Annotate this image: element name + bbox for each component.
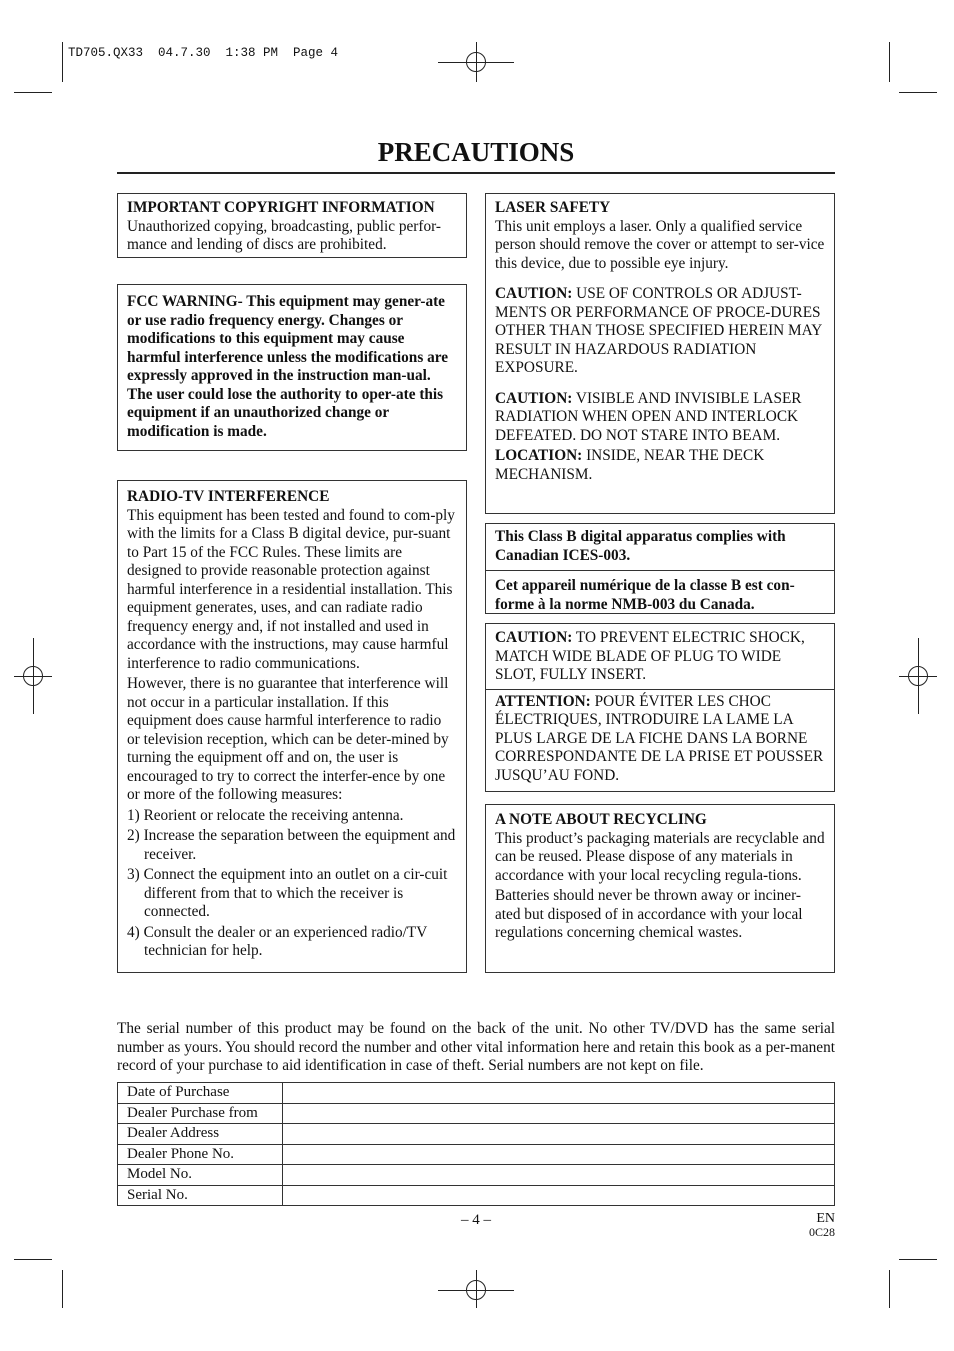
crop-mark — [899, 1259, 937, 1260]
shock-attention: ATTENTION: POUR ÉVITER LES CHOC ÉLECTRIQUES, INTRODUIRE LA LAME LA PLUS LARGE DE LA FICHE DANS LA BORNE CORRESPONDANTE DE LA PRISE ET POUSSER JUSQU’AU FOND. — [495, 692, 824, 784]
radio-tv-interference-box — [117, 480, 467, 973]
registration-circle — [23, 666, 43, 686]
radio-tv-para2: However, there is no guarantee that interference will not occur in a particular installation. If this equipment does cause harmful interference to radio or television reception, which can be deter-mined by turning the equipment off and on, the user is encouraged to try to correct the interfer-ence by one or more of the following measures: — [127, 675, 449, 803]
registration-circle — [466, 52, 486, 72]
laser-caution-2: CAUTION: VISIBLE AND INVISIBLE LASER RADIATION WHEN OPEN AND INTERLOCK DEFEATED. DO NOT STARE INTO BEAM. — [495, 389, 802, 444]
document-code: 0C28 — [808, 1225, 835, 1239]
crop-mark — [899, 92, 937, 93]
recycling-para1: This product’s packaging materials are recyclable and can be reused. Please dispose of any materials in accordance with your local recycling regula-tions. — [495, 829, 825, 884]
laser-body: This unit employs a laser. Only a qualified service person should remove the cover or attempt to ser-vice this device, due to possible eye injury. — [495, 217, 825, 272]
radio-tv-para1: This equipment has been tested and found to com-ply with the limits for a Class B digital device, pur-suant to Part 15 of the FCC Rules. These limits are designed to provide reasonable protection against harmful interference in a residential installation. This equipment generates, uses, and can radiate radio frequency energy and, if not installed and used in accordance with the instructions, may cause harmful interference to radio communications. — [127, 506, 455, 672]
measure-item: 1) Reorient or relocate the receiving antenna. — [127, 806, 404, 824]
language-code — [809, 1211, 835, 1239]
fcc-warning-box — [117, 284, 467, 451]
table-row — [118, 1144, 835, 1165]
registration-circle — [908, 666, 928, 686]
laser-heading: LASER SAFETY — [495, 199, 611, 216]
crop-mark — [889, 42, 890, 82]
row-value[interactable] — [283, 1144, 835, 1165]
recycling-heading: A NOTE ABOUT RECYCLING — [495, 811, 707, 828]
copyright-box — [117, 193, 467, 258]
title-rule — [117, 172, 835, 174]
measures-list — [127, 807, 457, 961]
table-row — [118, 1124, 835, 1145]
row-label: Dealer Purchase from — [118, 1103, 283, 1124]
electric-shock-box — [485, 623, 835, 792]
class-b-box — [485, 523, 835, 614]
recycling-para2: Batteries should never be thrown away or inciner-ated but disposed of in accordance with your local regulations concerning chemical wastes. — [495, 887, 803, 941]
language-label: EN — [816, 1211, 835, 1226]
class-b-french: Cet appareil numérique de la classe B est con-forme à la norme NMB-003 du Canada. — [495, 577, 795, 613]
crop-mark — [62, 1270, 63, 1308]
row-label: Dealer Phone No. — [118, 1144, 283, 1165]
laser-caution-1: CAUTION: USE OF CONTROLS OR ADJUST-MENTS OR PERFORMANCE OF PROCE-DURES OTHER THAN THOSE SPECIFIED HEREIN MAY RESULT IN HAZARDOUS RADIATION EXPOSURE. — [495, 285, 822, 376]
crop-mark — [14, 1259, 52, 1260]
table-row — [118, 1165, 835, 1186]
fcc-warning-text: FCC WARNING- This equipment may gener-ate or use radio frequency energy. Changes or modifications to this equipment may cause harmful interference unless the modifications are expressly approved in the instruction man-ual. The user could lose the authority to oper-ate this equipment if an unauthorized change or modification is made. — [127, 293, 449, 440]
measure-item: 3) Connect the equipment into an outlet on a cir-cuit different from that to which the receiver is connected. — [127, 866, 448, 920]
row-value[interactable] — [283, 1124, 835, 1145]
crop-mark — [889, 1270, 890, 1308]
laser-safety-box — [485, 193, 835, 514]
page-number: – 4 – — [461, 1212, 491, 1228]
serial-number-note: The serial number of this product may be found on the back of the unit. No other TV/DVD has the same serial number as yours. You should record the number and other vital information here and retain this book as a per-manent record of your purchase to aid identification in case of theft. Serial numbers are not kept on file. — [117, 1020, 835, 1074]
radio-tv-heading: RADIO-TV INTERFERENCE — [127, 488, 330, 505]
class-b-english: This Class B digital apparatus complies with Canadian ICES-003. — [495, 528, 786, 564]
registration-circle — [466, 1280, 486, 1300]
crop-mark — [62, 42, 63, 82]
table-row — [118, 1103, 835, 1124]
purchase-record-table — [117, 1082, 835, 1206]
row-label: Dealer Address — [118, 1124, 283, 1145]
row-label: Date of Purchase — [118, 1083, 283, 1104]
table-row — [118, 1083, 835, 1104]
row-label: Model No. — [118, 1165, 283, 1186]
measure-item: 2) Increase the separation between the equipment and receiver. — [127, 827, 456, 863]
laser-location: LOCATION: INSIDE, NEAR THE DECK MECHANISM. — [495, 447, 765, 483]
row-value[interactable] — [283, 1185, 835, 1206]
table-row — [118, 1185, 835, 1206]
print-slug: TD705.QX33 04.7.30 1:38 PM Page 4 — [68, 46, 339, 60]
recycling-box — [485, 804, 835, 973]
crop-mark — [14, 92, 52, 93]
copyright-heading: IMPORTANT COPYRIGHT INFORMATION — [127, 199, 435, 216]
shock-caution: CAUTION: TO PREVENT ELECTRIC SHOCK, MATCH WIDE BLADE OF PLUG TO WIDE SLOT, FULLY INSERT. — [495, 629, 805, 683]
row-value[interactable] — [283, 1103, 835, 1124]
measure-item: 4) Consult the dealer or an experienced radio/TV technician for help. — [127, 923, 428, 959]
row-value[interactable] — [283, 1165, 835, 1186]
row-value[interactable] — [283, 1083, 835, 1104]
page-title: PRECAUTIONS — [377, 137, 575, 167]
row-label: Serial No. — [118, 1185, 283, 1206]
copyright-body: Unauthorized copying, broadcasting, public perfor-mance and lending of discs are prohibited. — [127, 217, 442, 253]
